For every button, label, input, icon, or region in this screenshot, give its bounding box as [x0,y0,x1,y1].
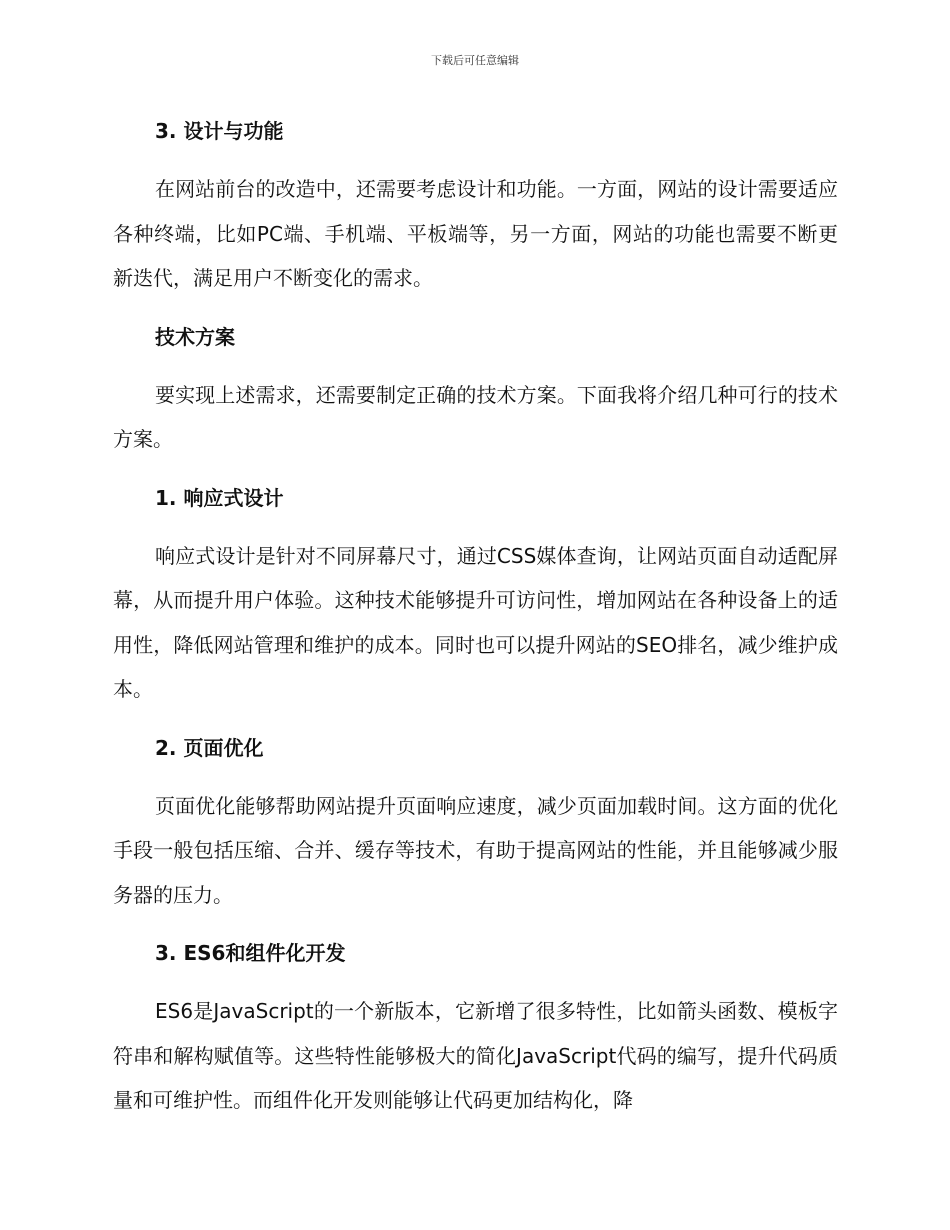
section-heading-es6-components: 3. ES6和组件化开发 [155,941,346,965]
section-heading-design-function: 3. 设计与功能 [155,119,284,143]
paragraph-responsive: 响应式设计是针对不同屏幕尺寸，通过CSS媒体查询，让网站页面自动适配屏幕，从而提升用户体验。这种技术能够提升可访问性，增加网站在各种设备上的适用性，降低网站管理和维护的成本。同时也可以提升网站的SEO排名，减少维护成本。 [113,543,838,701]
paragraph-design-function: 在网站前台的改造中，还需要考虑设计和功能。一方面，网站的设计需要适应各种终端，比如PC端、手机端、平板端等，另一方面，网站的功能也需要不断更新迭代，满足用户不断变化的需求。 [113,177,838,290]
paragraph-page-optimization: 页面优化能够帮助网站提升页面响应速度，减少页面加载时间。这方面的优化手段一般包括压缩、合并、缓存等技术，有助于提高网站的性能，并且能够减少服务器的压力。 [113,793,838,907]
document-body [113,109,838,1123]
paragraph-tech-plan: 要实现上述需求，还需要制定正确的技术方案。下面我将介绍几种可行的技术方案。 [113,382,838,451]
paragraph-es6-components: ES6是JavaScript的一个新版本，它新增了很多特性，比如箭头函数、模板字符串和解构赋值等。这些特性能够极大的简化JavaScript代码的编写，提升代码质量和可维护性。而组件化开发则能够让代码更加结构化，降 [113,999,838,1112]
section-heading-page-optimization: 2. 页面优化 [155,735,264,760]
section-heading-tech-plan: 技术方案 [155,324,235,349]
page-header: 下载后可任意编辑 [431,54,519,67]
section-heading-responsive: 1. 响应式设计 [155,485,284,510]
